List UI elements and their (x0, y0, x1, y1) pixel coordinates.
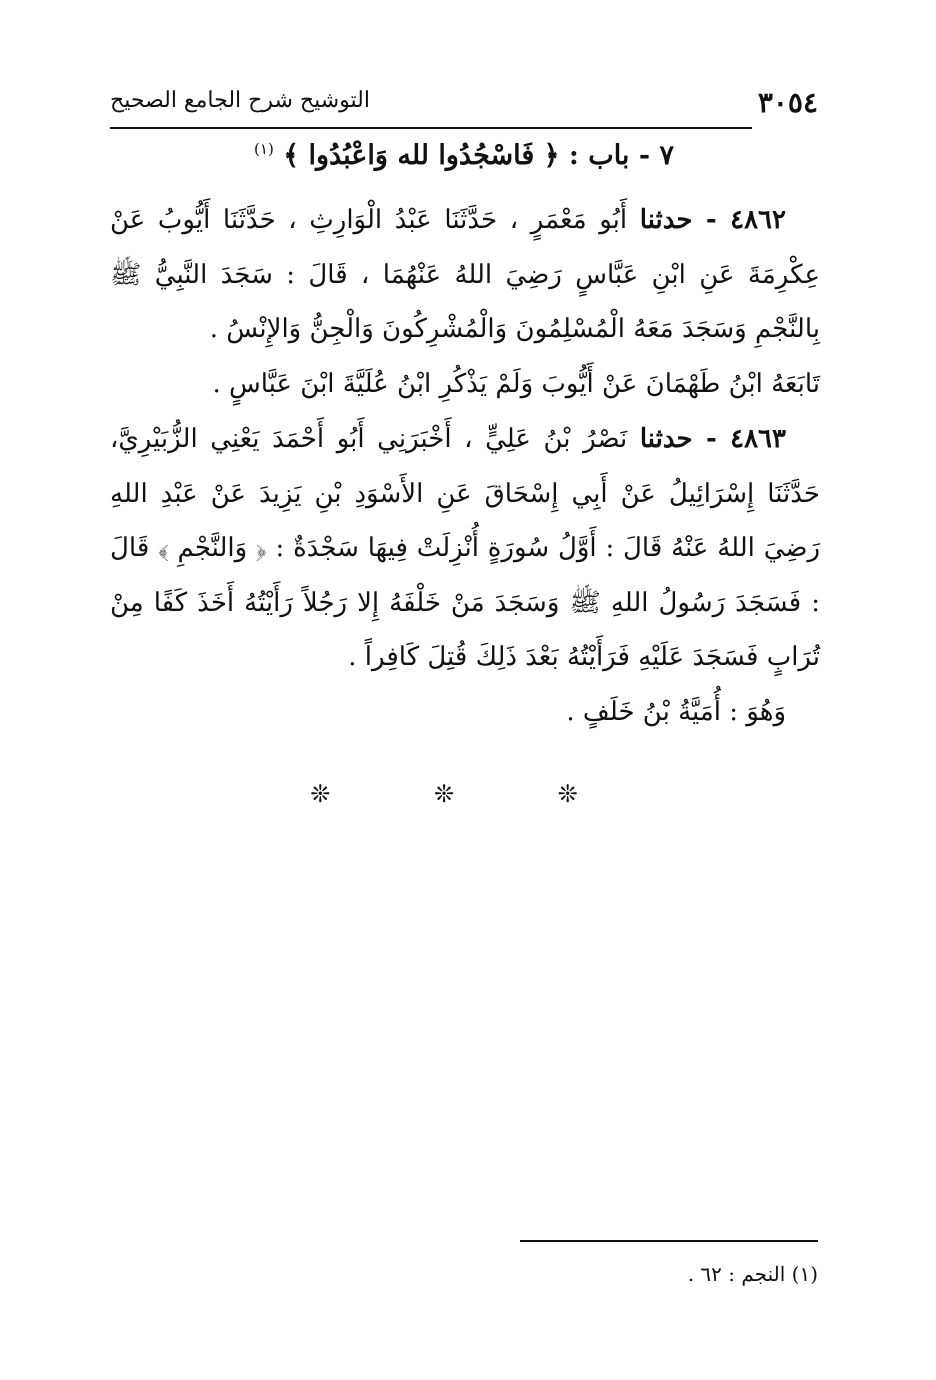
chapter-footnote-ref: (١) (254, 140, 274, 158)
hadith-followup: تَابَعَهُ ابْنُ طَهْمَانَ عَنْ أَيُّوبَ وَلَمْ يَذْكُرِ ابْنُ عُلَيَّةَ ابْنَ عَبَّاسٍ . (212, 368, 820, 399)
hadith-text: أَبُو مَعْمَرٍ ، حَدَّثَنَا عَبْدُ الْوَارِثِ ، حَدَّثَنَا أَيُّوبُ عَنْ عِكْرِمَةَ عَنِ ابْنِ عَبَّاسٍ رَضِيَ اللهُ عَنْهُمَا ، قَالَ : سَجَدَ النَّبِيُّ ﷺ بِالنَّجْمِ وَسَجَدَ مَعَهُ الْمُسْلِمُونَ وَالْمُشْرِكُونَ وَالْجِنُّ وَالإِنْسُ . (110, 205, 820, 344)
main-text (110, 193, 820, 739)
chapter-heading (110, 140, 818, 171)
hadith-4863 (110, 412, 820, 685)
hadith-number: ٤٨٦٢ - (692, 205, 786, 235)
footnote-rule (520, 1240, 818, 1242)
page-header (110, 84, 818, 124)
section-separator: ❊ ❊ ❊ (310, 780, 626, 808)
hadith-text: نَصْرُ بْنُ عَلِيٍّ ، أَخْبَرَنِي أَبُو أَحْمَدَ يَعْنِي الزُّبَيْرِيَّ، حَدَّثَنَا إِسْرَائِيلُ عَنْ أَبِي إِسْحَاقَ عَنِ الأَسْوَدِ بْنِ يَزِيدَ عَنْ عَبْدِ اللهِ رَضِيَ اللهُ عَنْهُ قَالَ : أَوَّلُ سُورَةٍ أُنْزِلَتْ فِيهَا سَجْدَةٌ : ﴿ وَالنَّجْمِ ﴾ قَالَ : فَسَجَدَ رَسُولُ اللهِ ﷺ وَسَجَدَ مَنْ خَلْفَهُ إِلا رَجُلاً رَأَيْتُهُ أَخَذَ كَفًا مِنْ تُرَابٍ فَسَجَدَ عَلَيْهِ فَرَأَيْتُهُ بَعْدَ ذَلِكَ قُتِلَ كَافِراً . (110, 424, 820, 672)
hadith-lead: حدثنا (639, 205, 693, 235)
running-title: التوشيح شرح الجامع الصحيح (110, 88, 370, 113)
header-rule (110, 127, 752, 129)
hadith-lead: حدثنا (639, 424, 693, 454)
hadith-note: وَهُوَ : أُمَيَّةُ بْنُ خَلَفٍ . (566, 696, 786, 727)
footnote: (١) النجم : ٦٢ . (687, 1262, 818, 1286)
hadith-number: ٤٨٦٣ - (692, 424, 786, 454)
page-number: ٣٠٥٤ (757, 86, 818, 119)
chapter-title: ٧ - باب : ﴿ فَاسْجُدُوا لله وَاعْبُدُوا ﴾ (283, 140, 674, 171)
hadith-4862 (110, 193, 820, 357)
